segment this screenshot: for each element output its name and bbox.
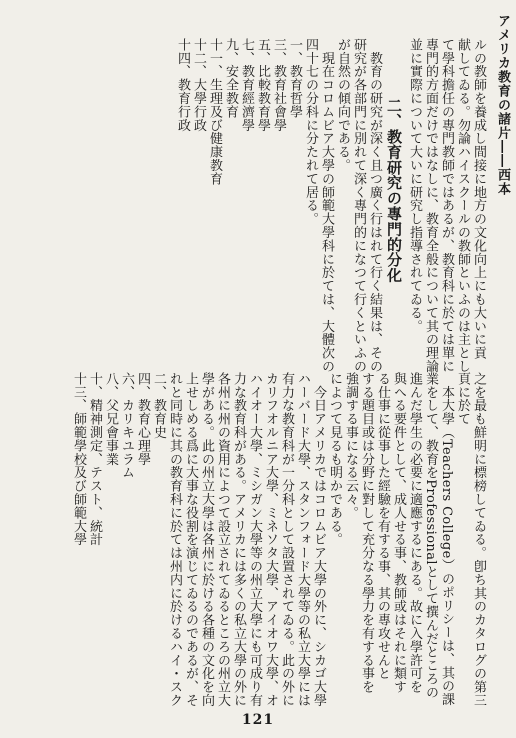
text-line: る仕事に從事した經驗を有する事、其の專攻せんと — [375, 372, 390, 681]
text-line: 四十七の分科に分たれて居る。 — [303, 38, 318, 226]
text-line: ハーバード大學、スタンフォード大學等の私立大學には — [295, 372, 310, 707]
list-item: 一、教育哲學 — [287, 38, 302, 119]
text-line: 業をして、教育をProfessionalとして撰んだところの — [423, 372, 438, 699]
lower-text-block — [70, 372, 486, 707]
text-line: 與へる要件として、成人せる事、教師或はそれに類す — [391, 372, 406, 694]
list-item: 十四、教育行政 — [175, 38, 190, 132]
text-line: が自然の傾向である。 — [335, 38, 350, 172]
text-line: 專門的方面だけではなしに、教育全般について其の理論 — [423, 38, 438, 373]
list-item: 五、比較教育學 — [255, 38, 270, 132]
page-number: 121 — [241, 712, 275, 728]
text-line: 現在コロムビア大學の師範大學科に於ては、大體次の — [319, 38, 334, 373]
text-line: 頁に於て — [455, 372, 470, 426]
text-line: れと同時に其の教育科に於ては州内に於けるハイ・スク — [167, 372, 182, 707]
text-line: て學科擔任の專門教師ではあるが、教育科に於ては單に — [439, 38, 454, 373]
text-line: する題目或は分野に對して充分なる學力を有する事を — [359, 372, 374, 694]
list-item: 十一、生理及び健康教育 — [207, 38, 222, 186]
text-line: 各州に州の資用によつて設立されてゐるところの州立大 — [215, 372, 230, 707]
text-line: 學がある。此の州立大學は各州に於ける各種の文化を向 — [199, 372, 214, 707]
text-line: ルの教師を養成し間接に地方の文化向上にも大いに貢 — [471, 38, 486, 360]
text-line: 之を最も鮮明に標榜してゐる。卽ち其のカタログの第三 — [471, 372, 486, 707]
text-line: 強調する事になる云々。 — [343, 372, 358, 520]
list-item: 九、安全教育 — [223, 38, 238, 119]
list-item: 二、教育史 — [151, 372, 166, 439]
text-line: によつて見るも明かである。 — [327, 372, 342, 547]
text-line: 献してゐる。勿論ハイスクールの教師といふのは主とし — [455, 38, 470, 373]
list-item: 十、精神測定、テスト、統計 — [87, 372, 102, 547]
text-line: 進んだ學生の必要に適應するにある。故に入學許可を — [407, 372, 422, 694]
list-item: 七、教育經濟學 — [239, 38, 254, 132]
section-heading: 二、教育研究の專門的分化 — [385, 98, 403, 283]
list-item: 十二、大學行政 — [191, 38, 206, 132]
text-line: カリフオルニア大學、ミネソタ大學、アイオワ大學、オ — [263, 372, 278, 707]
list-item: 八、父兄會事業 — [103, 372, 118, 466]
list-item: 十三、師範學校及び師範大學 — [71, 372, 86, 547]
text-line: 今日アメリカではコロムビア大學の外に、シカゴ大學 — [311, 372, 326, 707]
list-item: 六、カリキユラム — [119, 372, 134, 480]
text-line: 有力な教育科が一分科として設置されてゐる。此の外に — [279, 372, 294, 707]
upper-text-block — [174, 38, 486, 373]
text-line: 力な教育科がある。アメリカには多くの私立大學の外に — [231, 372, 246, 707]
text-line: 教育の研究が深く且つ廣く行はれて行く結果は、その — [367, 38, 382, 373]
text-line: 上せしめる爲に大事な役割を演じてゐるのであるが、そ — [183, 372, 198, 707]
text-line: ハイオー大學、ミシガン大學等の州立大學にも可成り有 — [247, 372, 262, 707]
list-item: 四、教育心理學 — [135, 372, 150, 466]
text-line: 並に實際について大いに研究し指導されてゐる。 — [407, 38, 422, 333]
list-item: 三、教育社會學 — [271, 38, 286, 132]
text-line: 研究が各部門に別れて深く專門的になつて行くといふの — [351, 38, 366, 373]
running-header: アメリカ教育の諸片――西本 — [495, 14, 510, 196]
text-line: 本大學（Teachers College）のポリシーは、其の課 — [439, 372, 454, 707]
